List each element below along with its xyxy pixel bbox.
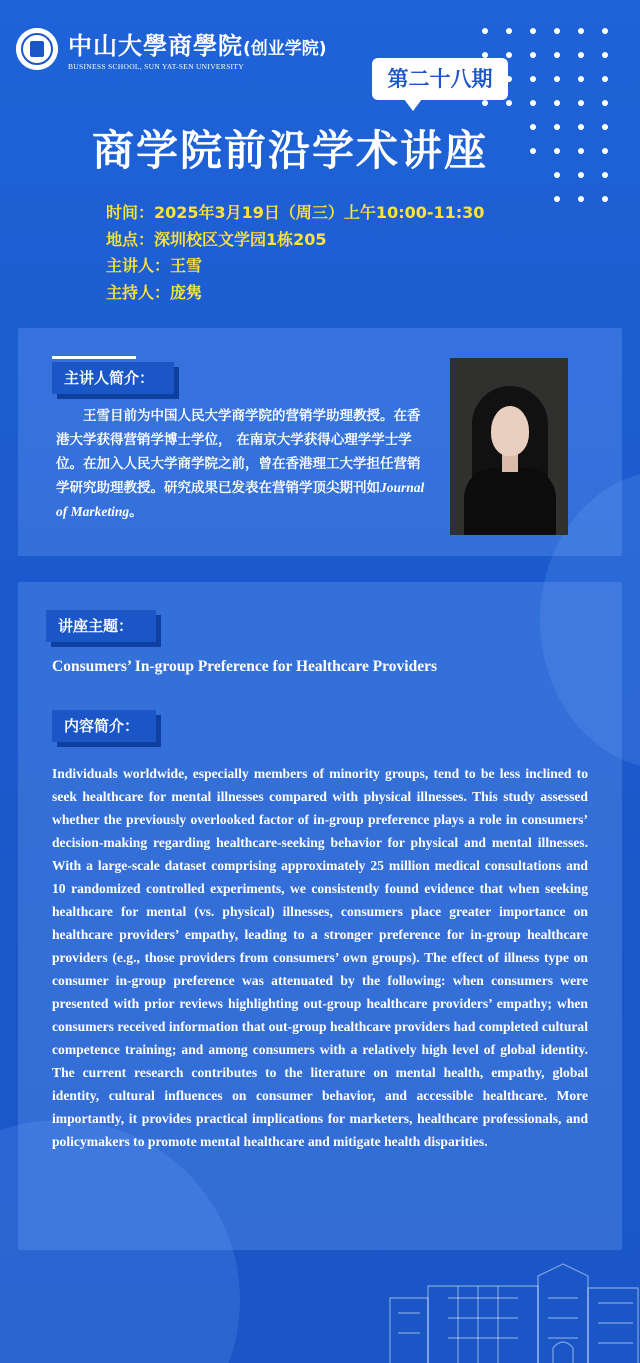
dot bbox=[578, 28, 584, 34]
talk-abstract: Individuals worldwide, especially members of minority groups, tend to be less inclined to seek healthcare for mental illnesses compared with physical illnesses. This study assessed whether the previously overlooked factor of in-group preference plays a role in consumers’ decision-making regarding healthcare-seeking behavior for physical and mental illnesses. With a large-scale dataset comprising approximately 25 million medical consultations and 10 randomized controlled experiments, we consistently found evidence that when seeking healthcare for mental (vs. physical) illnesses, consumers place greater importance on healthcare providers’ empathy, leading to a stronger preference for in-group healthcare providers (e.g., those providers from consumers’ own groups). The effect of illness type on consumer in-group preference was attenuated by the following: when consumers were presented with prior reviews highlighting out-group healthcare providers’ empathy; when consumers received information that out-group healthcare providers had completed cultural competence training; and among consumers with a relatively high level of global identity. The current research contributes to the literature on mental health, empathy, global identity, cultural influences on consumer behavior, and accessible healthcare. More importantly, it provides practical implications for marketers, healthcare professionals, and policymakers to promote mental healthcare and mitigate health disparities. bbox=[52, 766, 588, 1149]
dot bbox=[530, 52, 536, 58]
dot bbox=[554, 52, 560, 58]
dot bbox=[506, 100, 512, 106]
speaker-photo bbox=[450, 358, 568, 535]
topic-heading: 讲座主题： bbox=[46, 610, 156, 642]
dot bbox=[602, 100, 608, 106]
campus-building-icon bbox=[388, 1258, 640, 1363]
event-time: 时间：2025年3月19日（周三）上午10:00-11:30 bbox=[106, 203, 485, 222]
dot bbox=[578, 100, 584, 106]
dot bbox=[602, 124, 608, 130]
dot bbox=[554, 28, 560, 34]
talk-title: Consumers’ In-group Preference for Healthcare Providers bbox=[52, 658, 437, 675]
speaker-heading: 主讲人简介： bbox=[52, 362, 174, 394]
event-speaker: 主讲人：王雪 bbox=[106, 256, 203, 275]
dot bbox=[482, 28, 488, 34]
journal-name: Journal of Marketing bbox=[56, 480, 425, 519]
dot bbox=[554, 100, 560, 106]
school-logo bbox=[16, 26, 327, 71]
dot bbox=[578, 52, 584, 58]
dot bbox=[602, 148, 608, 154]
content-heading: 内容简介： bbox=[52, 710, 156, 742]
event-host: 主持人：庞隽 bbox=[106, 282, 203, 302]
speaker-bio: 王雪目前为中国人民大学商学院的营销学助理教授。在香港大学获得营销学博士学位， 在南京大学获得心理学学士学位。在加入人民大学商学院之前，曾在香港理工大学担任营销学研究助理教授。研究成果已发表在营销学顶尖期刊如Journal of Marketing。 bbox=[56, 408, 425, 520]
dot bbox=[530, 76, 536, 82]
dot bbox=[578, 76, 584, 82]
dot bbox=[530, 28, 536, 34]
poster-title: 商学院前沿学术讲座 bbox=[91, 126, 488, 175]
dot bbox=[602, 196, 608, 202]
dot bbox=[602, 172, 608, 178]
dot bbox=[602, 76, 608, 82]
event-info bbox=[106, 200, 484, 306]
school-name-cn: 中山大學商學院(创业学院) bbox=[68, 31, 327, 60]
dot bbox=[578, 196, 584, 202]
issue-badge: 第二十八期 bbox=[372, 58, 508, 100]
dot bbox=[554, 196, 560, 202]
dot bbox=[602, 52, 608, 58]
event-place: 地点：深圳校区文学园1栋205 bbox=[106, 229, 327, 249]
dot bbox=[554, 76, 560, 82]
university-seal-icon bbox=[16, 28, 58, 70]
dot bbox=[506, 28, 512, 34]
dot bbox=[530, 100, 536, 106]
school-name-en: BUSINESS SCHOOL, SUN YAT-SEN UNIVERSITY bbox=[68, 62, 244, 71]
dot bbox=[482, 100, 488, 106]
dot bbox=[602, 28, 608, 34]
dot bbox=[506, 52, 512, 58]
